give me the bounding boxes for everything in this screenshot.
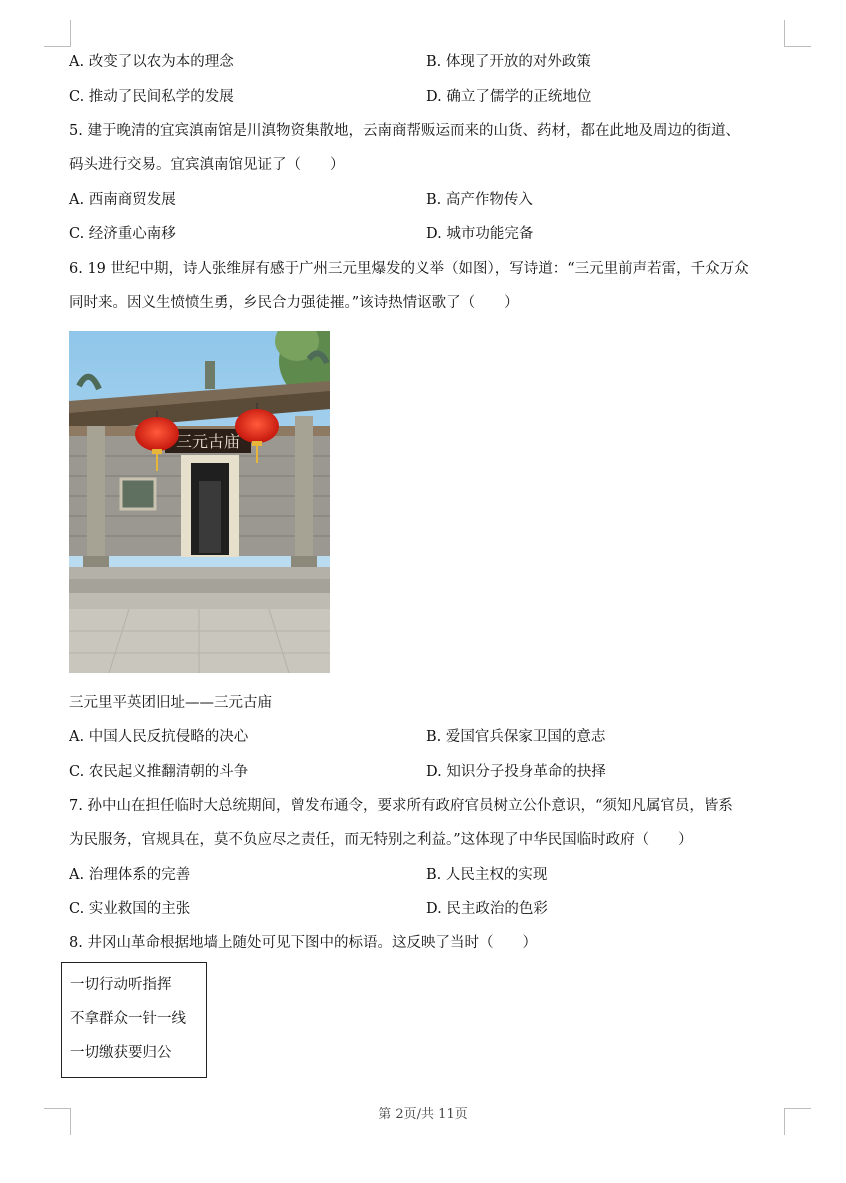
q6-stem-line1: 6. 19 世纪中期，诗人张维屏有感于广州三元里爆发的义举（如图），写诗道：“三元里前声若雷，千众万众 bbox=[69, 261, 749, 277]
corner-mark-top-left bbox=[44, 20, 71, 47]
q5-option-b[interactable]: B. 高产作物传入 bbox=[426, 192, 533, 208]
q5-stem-line2: 码头进行交易。宜宾滇南馆见证了（ ） bbox=[69, 157, 345, 173]
photo-caption: 三元里平英团旧址——三元古庙 bbox=[69, 695, 272, 711]
q4-option-c[interactable]: C. 推动了民间私学的发展 bbox=[69, 89, 234, 105]
temple-sign-text: 三元古庙 bbox=[175, 432, 241, 451]
q5-option-a[interactable]: A. 西南商贸发展 bbox=[69, 192, 176, 208]
slogan-item: 一切行动听指挥 bbox=[70, 977, 172, 993]
q4-option-d[interactable]: D. 确立了儒学的正统地位 bbox=[426, 89, 592, 105]
slogan-box bbox=[61, 962, 207, 1078]
q4-option-a[interactable]: A. 改变了以农为本的理念 bbox=[69, 54, 234, 70]
q7-option-b[interactable]: B. 人民主权的实现 bbox=[426, 867, 548, 883]
q7-option-c[interactable]: C. 实业救国的主张 bbox=[69, 901, 191, 917]
q6-stem-line2: 同时来。因义生愤愤生勇，乡民合力强徒摧。”该诗热情讴歌了（ ） bbox=[69, 295, 519, 311]
corner-mark-top-right bbox=[784, 20, 811, 47]
q5-option-d[interactable]: D. 城市功能完备 bbox=[426, 226, 534, 242]
q7-option-a[interactable]: A. 治理体系的完善 bbox=[69, 867, 191, 883]
temple-illustration bbox=[69, 331, 330, 673]
q7-option-d[interactable]: D. 民主政治的色彩 bbox=[426, 901, 548, 917]
slogan-item: 不拿群众一针一线 bbox=[70, 1011, 186, 1027]
q7-stem-line1: 7. 孙中山在担任临时大总统期间，曾发布通令，要求所有政府官员树立公仆意识，“须知凡属官员，皆系 bbox=[69, 798, 733, 814]
q5-option-c[interactable]: C. 经济重心南移 bbox=[69, 226, 176, 242]
q6-option-a[interactable]: A. 中国人民反抗侵略的决心 bbox=[69, 729, 249, 745]
q8-stem-line1: 8. 井冈山革命根据地墙上随处可见下图中的标语。这反映了当时（ ） bbox=[69, 935, 537, 951]
slogan-item: 一切缴获要归公 bbox=[70, 1045, 172, 1061]
q6-option-c[interactable]: C. 农民起义推翻清朝的斗争 bbox=[69, 764, 249, 780]
q4-option-b[interactable]: B. 体现了开放的对外政策 bbox=[426, 54, 591, 70]
q6-option-b[interactable]: B. 爱国官兵保家卫国的意志 bbox=[426, 729, 606, 745]
page-number-footer: 第 2页/共 11页 bbox=[378, 1107, 468, 1122]
q7-stem-line2: 为民服务，官规具在，莫不负应尽之责任，而无特别之利益。”这体现了中华民国临时政府（ ） bbox=[69, 832, 693, 848]
q5-stem-line1: 5. 建于晚清的宜宾滇南馆是川滇物资集散地，云南商帮贩运而来的山货、药材，都在此地及周边的街道、 bbox=[69, 123, 740, 139]
temple-photo bbox=[69, 331, 330, 673]
q6-option-d[interactable]: D. 知识分子投身革命的抉择 bbox=[426, 764, 606, 780]
